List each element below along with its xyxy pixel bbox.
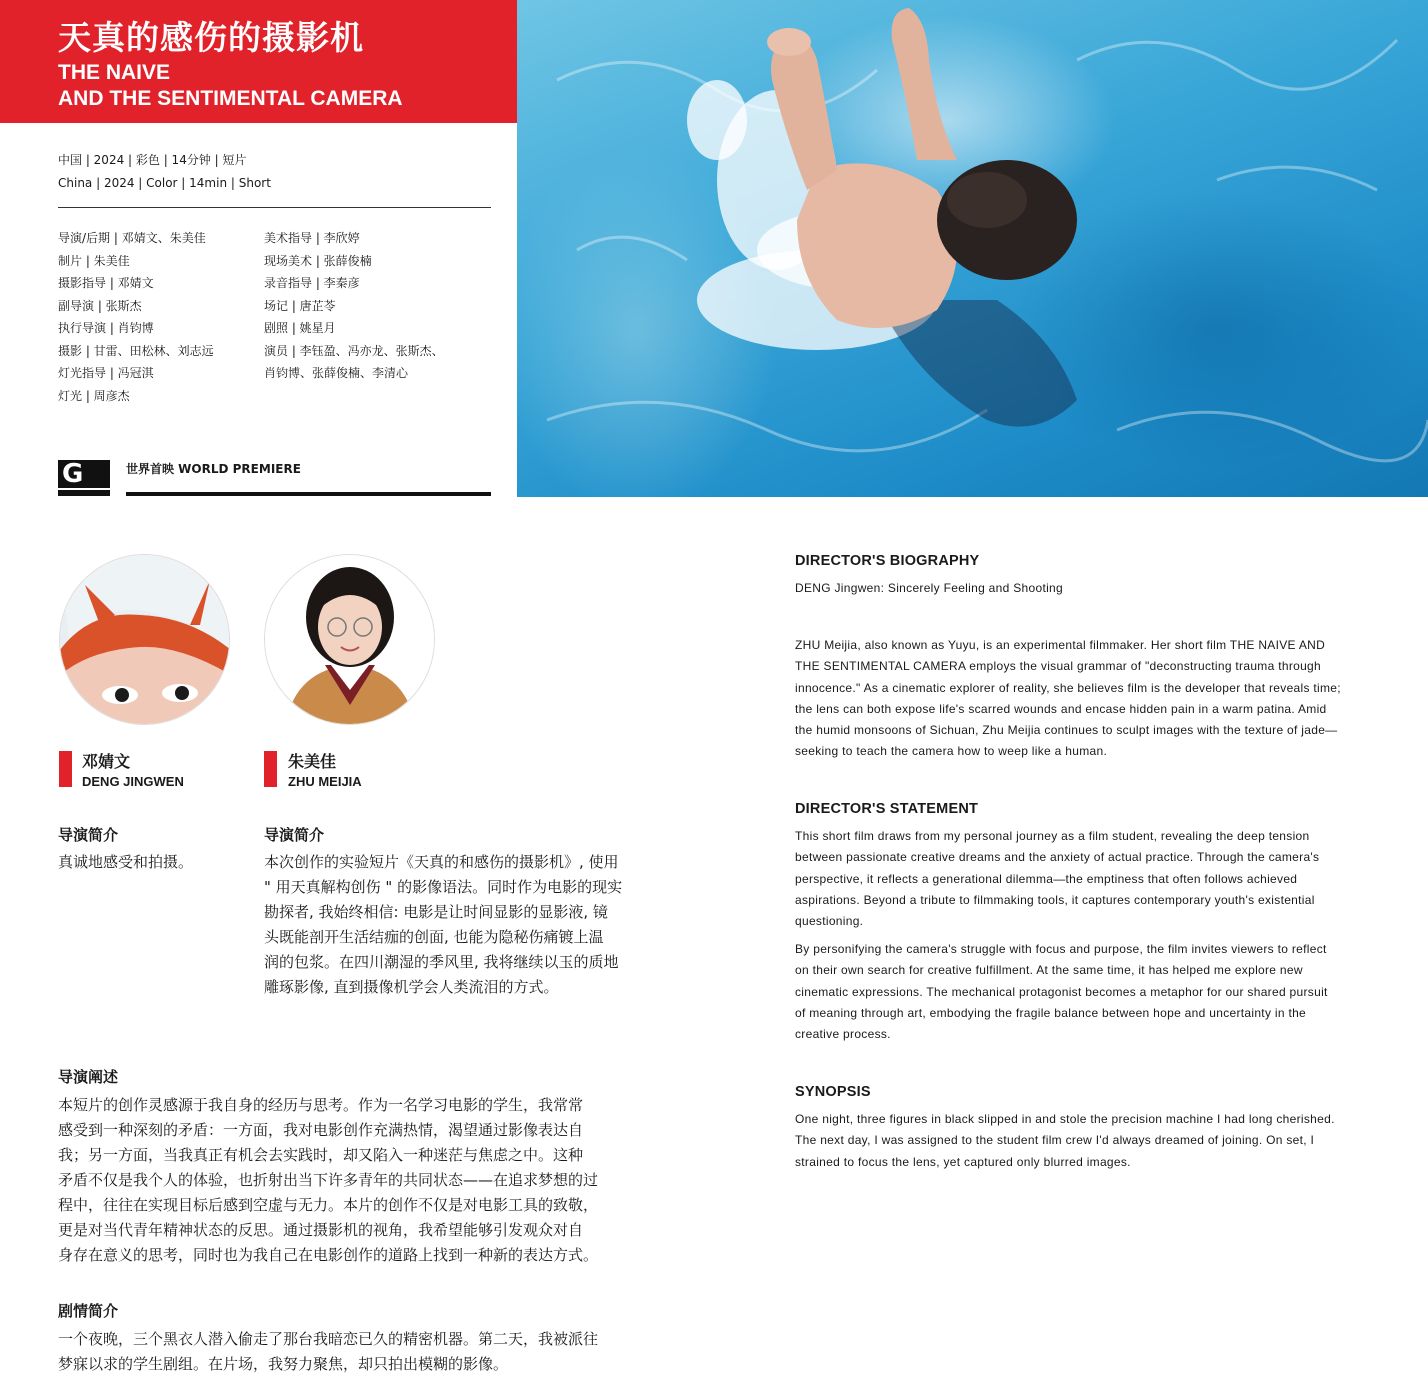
body-line: 头既能剖开生活结痂的创面, 也能为隐秘伤痛镀上温 <box>264 928 604 946</box>
credit-line: 执行导演 | 肖钧博 <box>58 321 154 335</box>
body-line: One night, three figures in black slipped in and stole the precision machine I had long cherished. <box>795 1112 1335 1126</box>
body-line: 一个夜晚，三个黑衣人潜入偷走了那台我暗恋已久的精密机器。第二天，我被派往 <box>58 1330 599 1348</box>
director-bio-cn <box>264 850 622 1000</box>
statement-cn <box>58 1093 598 1268</box>
film-title-en-line: AND THE SENTIMENTAL CAMERA <box>58 87 403 110</box>
body-line: between passionate creative dreams and the anxiety of actual practice. Through the camera's <box>795 850 1320 865</box>
credit-line: 场记 | 唐芷苓 <box>264 298 336 313</box>
body-line: DENG Jingwen: Sincerely Feeling and Shooting <box>795 581 1064 595</box>
body-line: seeking to teach the camera how to weep like a human. <box>795 744 1108 759</box>
body-line: This short film draws from my personal journey as a film student, revealing the deep tension <box>795 829 1310 843</box>
body-line: 感受到一种深刻的矛盾：一方面，我对电影创作充满热情，渴望通过影像表达自 <box>58 1121 584 1139</box>
premiere-rule <box>126 492 491 496</box>
director-name-cn: 邓婧文 <box>82 752 131 771</box>
synopsis-en <box>795 1109 1335 1173</box>
accent-bar <box>59 751 72 787</box>
body-line: 更是对当代青年精神状态的反思。通过摄影机的视角，我希望能够引发观众对自 <box>58 1221 584 1239</box>
body-line: on their own search for creative fulfillment. At the same time, it has helped me explore new <box>795 963 1303 978</box>
title-band <box>0 0 517 123</box>
premiere-label: 世界首映 WORLD PREMIERE <box>126 462 301 476</box>
film-title-en-line: THE NAIVE <box>58 61 171 84</box>
divider <box>58 207 491 208</box>
avatar-zhu-meijia <box>264 554 435 725</box>
credit-line: 现场美术 | 张薛俊楠 <box>264 253 372 268</box>
body-line: cinematic expressions. The mechanical protagonist becomes a metaphor for our shared pursuit <box>795 984 1328 999</box>
body-line: the humid monsoons of Sichuan, Zhu Meijia continues to sculpt images with the texture of jade— <box>795 723 1338 738</box>
credit-line: 录音指导 | 李秦彦 <box>264 276 360 290</box>
film-still-photo <box>517 0 1428 497</box>
film-meta-cn: 中国 | 2024 | 彩色 | 14分钟 | 短片 <box>58 153 247 167</box>
portrait-illustration <box>265 555 435 725</box>
body-line: 勘探者, 我始终相信: 电影是让时间显影的显影液, 镜 <box>264 903 608 921</box>
credit-line: 摄影 | 甘雷、田松林、刘志远 <box>58 343 214 358</box>
body-line: strained to focus the lens, yet captured only blurred images. <box>795 1154 1131 1169</box>
credit-line: 导演/后期 | 邓婧文、朱美佳 <box>58 231 206 245</box>
section-heading: DIRECTOR'S BIOGRAPHY <box>795 553 980 569</box>
synopsis-cn <box>58 1327 598 1377</box>
body-line: 雕琢影像, 直到摄像机学会人类流泪的方式。 <box>264 978 559 996</box>
film-meta-en: China | 2024 | Color | 14min | Short <box>58 176 271 190</box>
credit-line: 灯光 | 周彦杰 <box>58 388 130 403</box>
body-line: aspirations. Beyond a tribute to filmmaking tools, it captures contemporary youth's existential <box>795 892 1315 907</box>
credit-line: 美术指导 | 李欣婷 <box>264 231 360 245</box>
body-line: creative process. <box>795 1027 891 1042</box>
body-line: ZHU Meijia, also known as Yuyu, is an experimental filmmaker. Her short film THE NAIVE AND <box>795 638 1326 652</box>
body-line: the lens can both expose life's scarred wounds and encase hidden pain in a warm patina. Amid <box>795 701 1327 716</box>
director-name-cn: 朱美佳 <box>288 752 337 771</box>
body-line: innocence." As a cinematic explorer of reality, she believes film is the developer that reveals time; <box>795 680 1341 695</box>
credit-line: 副导演 | 张斯杰 <box>58 298 142 313</box>
badge-letter: G <box>58 460 110 488</box>
statement-en-para1 <box>795 826 1319 932</box>
body-line: 润的包浆。在四川潮湿的季风里, 我将继续以玉的质地 <box>264 953 619 971</box>
body-line: " 用天真解构创伤 " 的影像语法。同时作为电影的现实 <box>264 878 623 896</box>
section-heading: 剧情简介 <box>58 1302 119 1320</box>
section-heading: 导演简介 <box>58 826 119 844</box>
accent-bar <box>264 751 277 787</box>
section-heading: DIRECTOR'S STATEMENT <box>795 801 979 817</box>
body-line: perspective, it reflects a generational dilemma—the emptiness that often follows achieved <box>795 871 1298 886</box>
credit-line: 制片 | 朱美佳 <box>58 253 130 268</box>
body-line: By personifying the camera's struggle with focus and purpose, the film invites viewers to reflect <box>795 942 1327 956</box>
credit-line: 灯光指导 | 冯冠淇 <box>58 366 154 380</box>
body-line: The next day, I was assigned to the student film crew I'd always dreamed of joining. On set, I <box>795 1133 1315 1148</box>
bio-en <box>795 635 1341 763</box>
body-line: 梦寐以求的学生剧组。在片场，我努力聚焦，却只拍出模糊的影像。 <box>58 1355 509 1373</box>
credits-left <box>58 227 214 407</box>
body-line: 真诚地感受和拍摄。 <box>58 853 194 871</box>
section-heading: 导演阐述 <box>58 1068 119 1086</box>
body-line: questioning. <box>795 914 864 929</box>
portrait-illustration <box>60 555 230 725</box>
director-name-en: DENG JINGWEN <box>82 774 184 789</box>
body-line: of meaning through art, embodying the fragile balance between hope and uncertainty in the <box>795 1005 1307 1020</box>
credit-line: 剧照 | 姚星月 <box>264 321 336 335</box>
credit-line: 摄影指导 | 邓婧文 <box>58 276 154 290</box>
body-line: THE SENTIMENTAL CAMERA employs the visual grammar of "deconstructing trauma through <box>795 659 1322 674</box>
body-line: 程中，往往在实现目标后感到空虚与无力。本片的创作不仅是对电影工具的致敬， <box>58 1196 599 1214</box>
premiere-badge-icon <box>58 460 110 496</box>
film-title-cn: 天真的感伤的摄影机 <box>58 18 364 57</box>
credit-line: 演员 | 李钰盈、冯亦龙、张斯杰、 <box>264 343 444 358</box>
body-line: 本短片的创作灵感源于我自身的经历与思考。作为一名学习电影的学生，我常常 <box>58 1096 584 1114</box>
badge-underline <box>58 490 110 496</box>
body-line: 本次创作的实验短片《天真的和感伤的摄影机》, 使用 <box>264 853 619 871</box>
body-line: 我；另一方面，当我真正有机会去实践时，却又陷入一种迷茫与焦虑之中。这种 <box>58 1146 584 1164</box>
film-title-en <box>58 60 403 112</box>
body-line: 身存在意义的思考，同时也为我自己在电影创作的道路上找到一种新的表达方式。 <box>58 1246 599 1264</box>
director-bio-cn <box>58 850 193 875</box>
avatar-deng-jingwen <box>59 554 230 725</box>
section-heading: SYNOPSIS <box>795 1084 871 1100</box>
credits-right <box>264 227 444 385</box>
statement-en-para2 <box>795 939 1328 1045</box>
section-heading: 导演简介 <box>264 826 325 844</box>
credit-line: 肖钧博、张薛俊楠、李清心 <box>264 366 409 380</box>
body-line: 矛盾不仅是我个人的体验，也折射出当下许多青年的共同状态——在追求梦想的过 <box>58 1171 599 1189</box>
bio-subtitle <box>795 578 1063 599</box>
director-name-en: ZHU MEIJIA <box>288 774 362 789</box>
swimmer-illustration <box>517 0 1428 497</box>
